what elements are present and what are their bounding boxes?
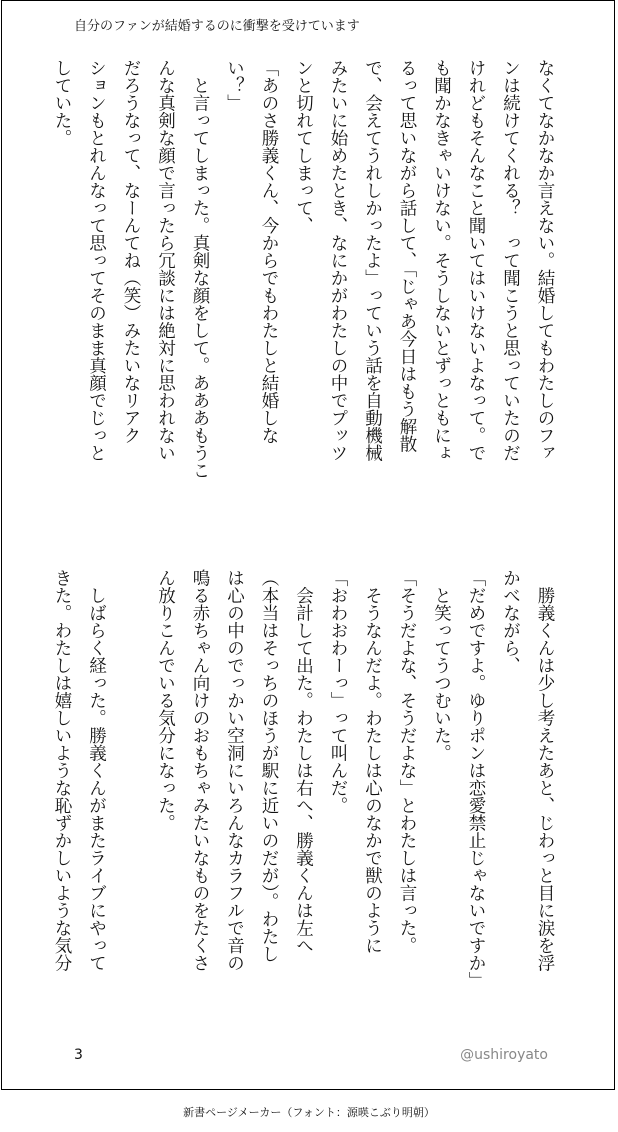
text-line: みたいに始めたとき、なにかがわたしの中でプッツ [328, 59, 348, 462]
text-line: と笑ってうつむいた。 [431, 569, 452, 762]
book-page [1, 0, 615, 1090]
text-line [114, 569, 149, 1039]
text-line: 鳴る赤ちゃん向けのおもちゃみたいなものをたくさ [190, 569, 210, 972]
running-header: 自分のファンが結婚するのに衝撃を受けています [74, 19, 360, 34]
text-line: きた。わたしは嬉しいような恥ずかしいような気分 [52, 569, 72, 972]
text-line: かべながら、 [500, 569, 521, 674]
text-line: るって思いながら話して、「じゃあ今日はもう解散 [397, 59, 417, 453]
text-block-bottom [45, 569, 563, 1039]
text-line: い？」 [224, 59, 245, 112]
text-line: （本当はそっちのほうが駅に近いのだが）。わたし [259, 569, 279, 963]
text-line: 「だめですよ。ゆりポンは恋愛禁止じゃないですか」 [466, 569, 486, 989]
text-line: だろうなって、なーんてね（笑）みたいなリアク [121, 59, 141, 444]
text-line: なくてなかなか言えない。結婚してもわたしのファ [535, 59, 555, 462]
text-line: は心の中のでっかい空洞にいろんなカラフルで音の [224, 569, 245, 972]
text-line: していた。 [52, 59, 72, 147]
text-line: 勝義くんは少し考えたあと、じわっと目に涙を浮 [535, 569, 555, 972]
text-block-top [45, 59, 563, 529]
text-line: 「おわおわーっ」って叫んだ。 [328, 569, 348, 814]
text-line: も聞かなきゃいけない。そうしないとずっともにょ [431, 59, 452, 462]
text-line: と言ってしまった。真剣な顔をして。あああもうこ [190, 59, 210, 479]
text-line: んな真剣な顔で言ったら冗談には絶対に思われない [155, 59, 176, 462]
generator-credit: 新書ページメーカー（フォント：源暎こぶり明朝） [183, 1106, 435, 1119]
text-line: けれどもそんなこと聞いてはいけないよなって。で [466, 59, 486, 462]
text-line: 会計して出た。わたしは右へ、勝義くんは左へ [293, 569, 314, 954]
text-line: しばらく経った。勝義くんがまたライブにやって [86, 569, 107, 972]
text-line: ンは続けてくれる？ って聞こうと思っていたのだ [500, 59, 521, 462]
text-line: ンと切れてしまって、 [293, 59, 314, 234]
text-line: 「そうだよな、そうだよな」とわたしは言った。 [397, 569, 417, 954]
text-line: 「あのさ勝義くん、今からでもわたしと結婚しな [259, 59, 279, 444]
text-line: そうなんだよ。わたしは心のなかで獣のように [362, 569, 383, 954]
author-handle: @ushiroyato [460, 1047, 548, 1063]
page-number: 3 [74, 1047, 83, 1063]
text-line: ん放りこんでいる気分になった。 [155, 569, 176, 832]
text-line: ションもとれんなって思ってそのまま真顔でじっと [86, 59, 107, 462]
text-line: で、会えてうれしかったよ」っていう話を自動機械 [362, 59, 383, 462]
